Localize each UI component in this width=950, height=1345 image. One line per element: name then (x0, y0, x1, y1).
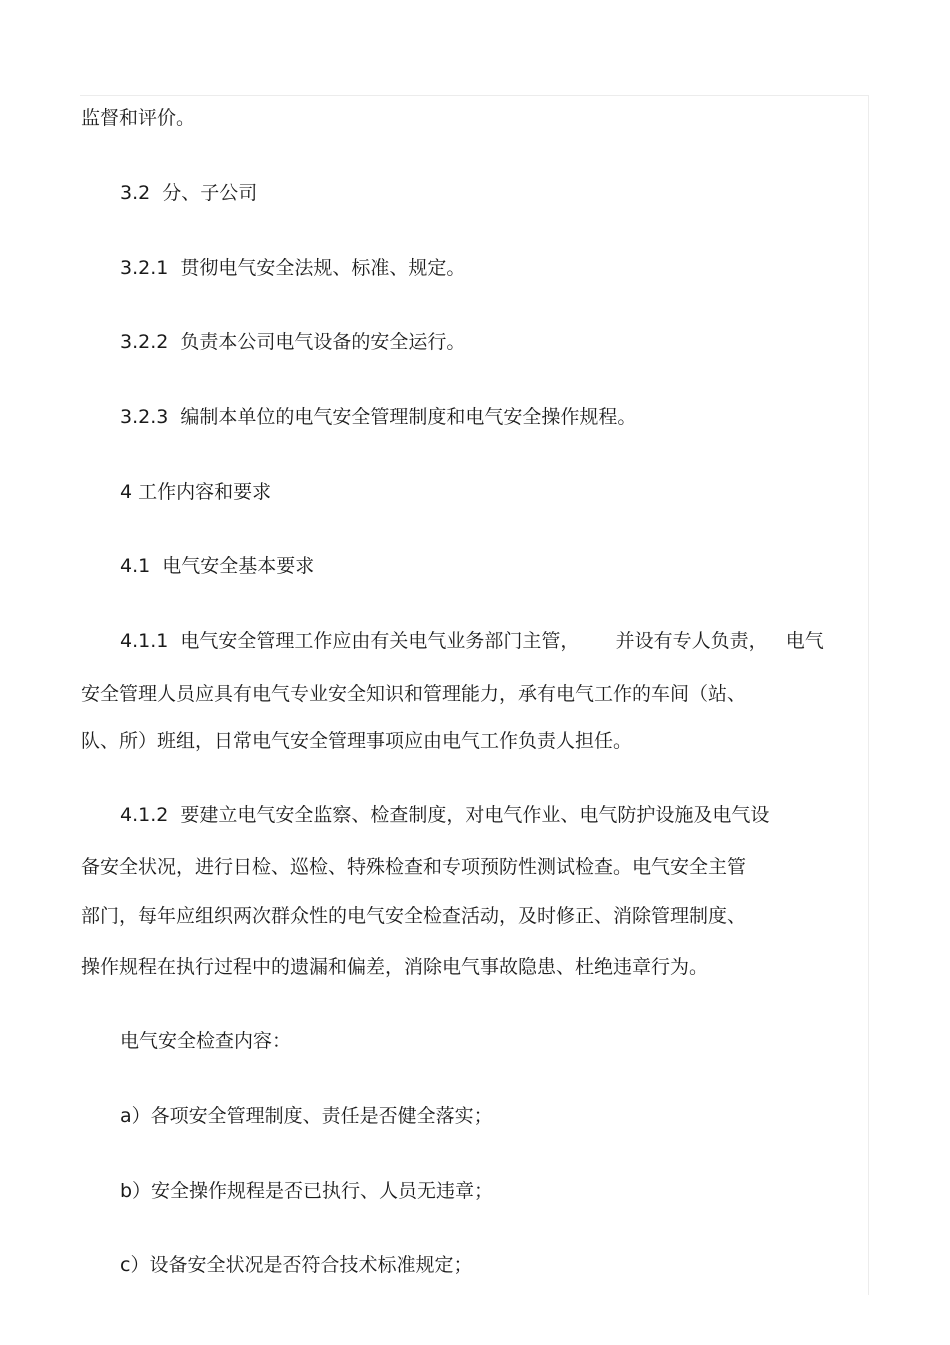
check-item-a: a）各项安全管理制度、责任是否健全落实； (120, 1105, 493, 1127)
section-heading-3-2: 3.2 分、子公司 (120, 182, 258, 204)
check-item-c: c）设备安全状况是否符合技术标准规定； (120, 1254, 473, 1276)
clause-4-1-2-line-4: 操作规程在执行过程中的遗漏和偏差，消除电气事故隐患、杜绝违章行为。 (81, 956, 709, 978)
clause-4-1-2-line-2: 备安全状况，进行日检、巡检、特殊检查和专项预防性测试检查。电气安全主管 (81, 856, 747, 878)
clause-4-1-1-line-1: 4.1.1 电气安全管理工作应由有关电气业务部门主管， 并设有专人负责， 电气 (120, 630, 824, 652)
clause-4-1-1-line-3: 队、所）班组，日常电气安全管理事项应由电气工作负责人担任。 (81, 730, 633, 752)
section-heading-4: 4 工作内容和要求 (120, 481, 272, 503)
check-content-heading: 电气安全检查内容： (120, 1030, 292, 1052)
section-heading-4-1: 4.1 电气安全基本要求 (120, 555, 315, 577)
clause-4-1-1-line-2: 安全管理人员应具有电气专业安全知识和管理能力，承有电气工作的车间（站、 (81, 683, 747, 705)
check-item-b: b）安全操作规程是否已执行、人员无违章； (120, 1180, 494, 1202)
clause-3-2-3: 3.2.3 编制本单位的电气安全管理制度和电气安全操作规程。 (120, 406, 637, 428)
text-line: 监督和评价。 (81, 107, 196, 129)
clause-4-1-2-line-3: 部门，每年应组织两次群众性的电气安全检查活动，及时修正、消除管理制度、 (81, 905, 747, 927)
clause-3-2-2: 3.2.2 负责本公司电气设备的安全运行。 (120, 331, 466, 353)
clause-3-2-1: 3.2.1 贯彻电气安全法规、标准、规定。 (120, 257, 466, 279)
clause-4-1-2-line-1: 4.1.2 要建立电气安全监察、检查制度，对电气作业、电气防护设施及电气设 (120, 804, 770, 826)
